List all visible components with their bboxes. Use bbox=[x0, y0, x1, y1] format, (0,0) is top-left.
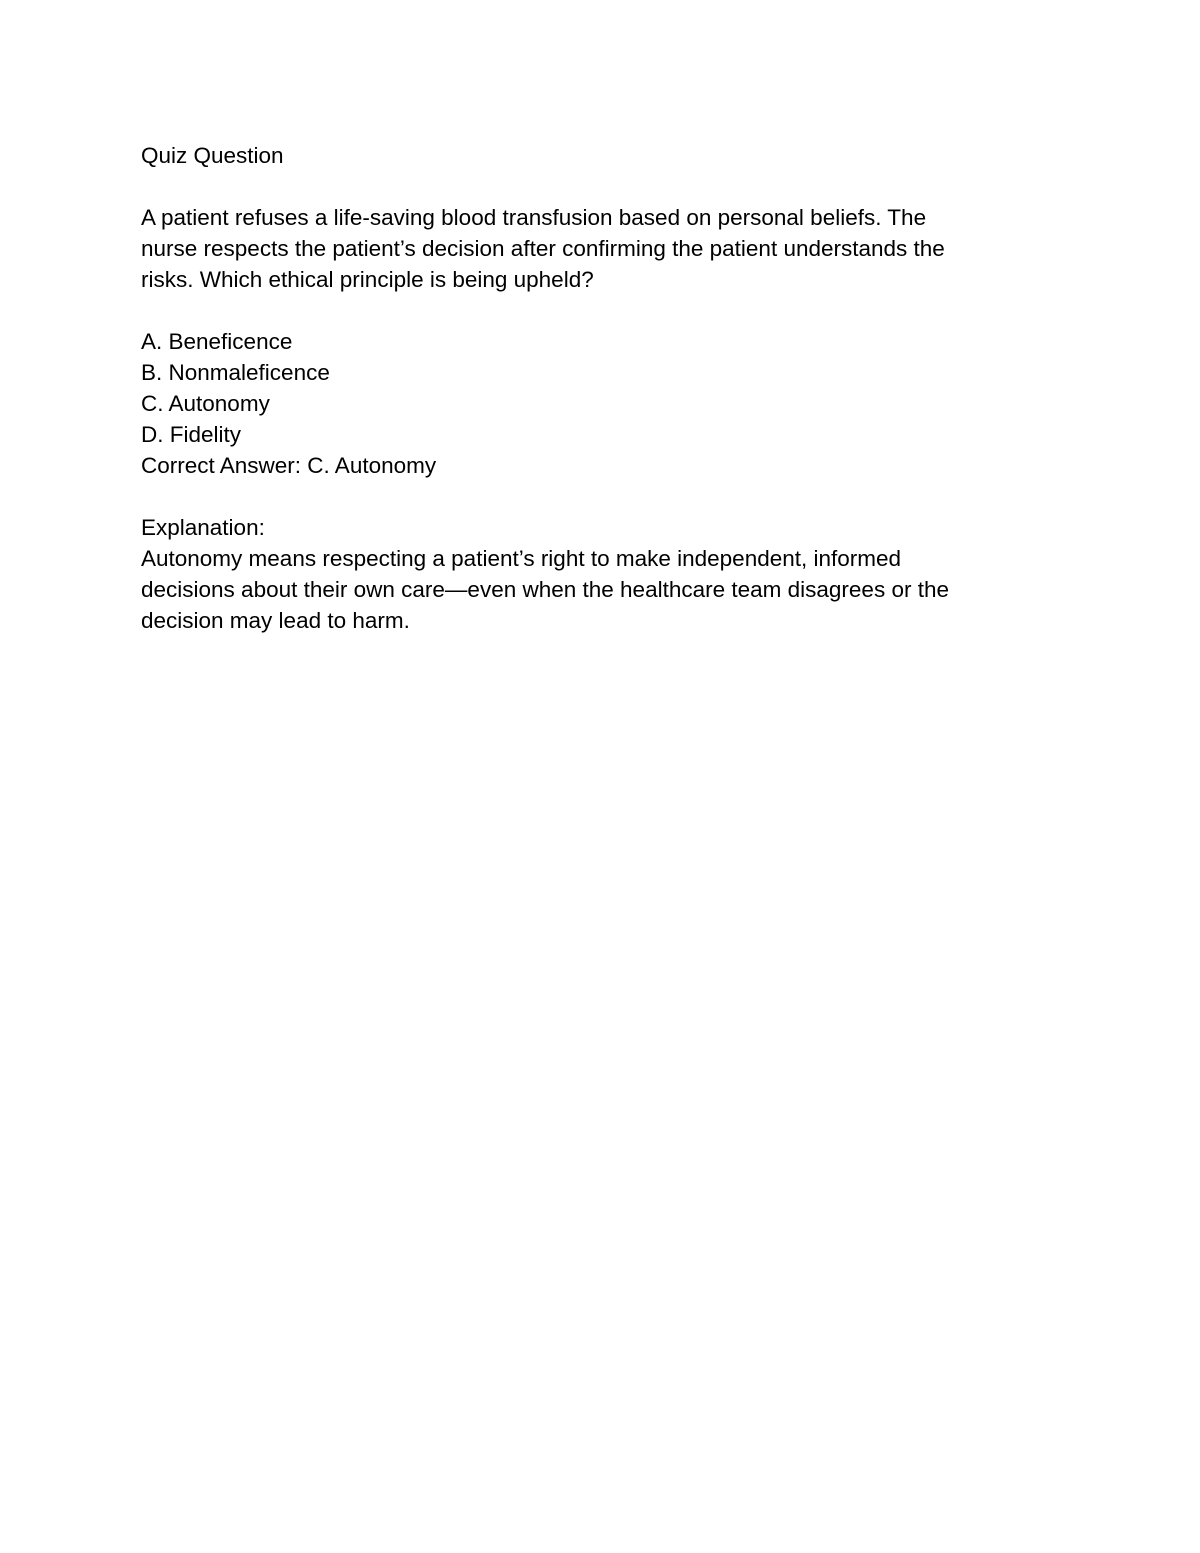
question-text bbox=[141, 202, 1081, 295]
explanation-line: decision may lead to harm. bbox=[141, 608, 410, 633]
explanation-line: decisions about their own care—even when the healthcare team disagrees or the bbox=[141, 577, 949, 602]
question-line: risks. Which ethical principle is being upheld? bbox=[141, 267, 594, 292]
question-line: A patient refuses a life-saving blood transfusion based on personal beliefs. The bbox=[141, 205, 927, 230]
explanation-text bbox=[141, 543, 1081, 636]
explanation-heading: Explanation: bbox=[141, 515, 265, 540]
spacer bbox=[141, 171, 1081, 202]
explanation-line: Autonomy means respecting a patient’s right to make independent, informed bbox=[141, 546, 902, 571]
page-title: Quiz Question bbox=[141, 143, 284, 168]
spacer bbox=[141, 295, 1081, 326]
option-c: C. Autonomy bbox=[141, 391, 270, 416]
answer-options bbox=[141, 326, 1081, 450]
option-d: D. Fidelity bbox=[141, 422, 242, 447]
spacer bbox=[141, 481, 1081, 512]
option-b: B. Nonmaleficence bbox=[141, 360, 330, 385]
option-a: A. Beneficence bbox=[141, 329, 293, 354]
correct-answer: Correct Answer: C. Autonomy bbox=[141, 453, 437, 478]
question-line: nurse respects the patient’s decision after confirming the patient understands the bbox=[141, 236, 945, 261]
document-body bbox=[141, 140, 1081, 636]
